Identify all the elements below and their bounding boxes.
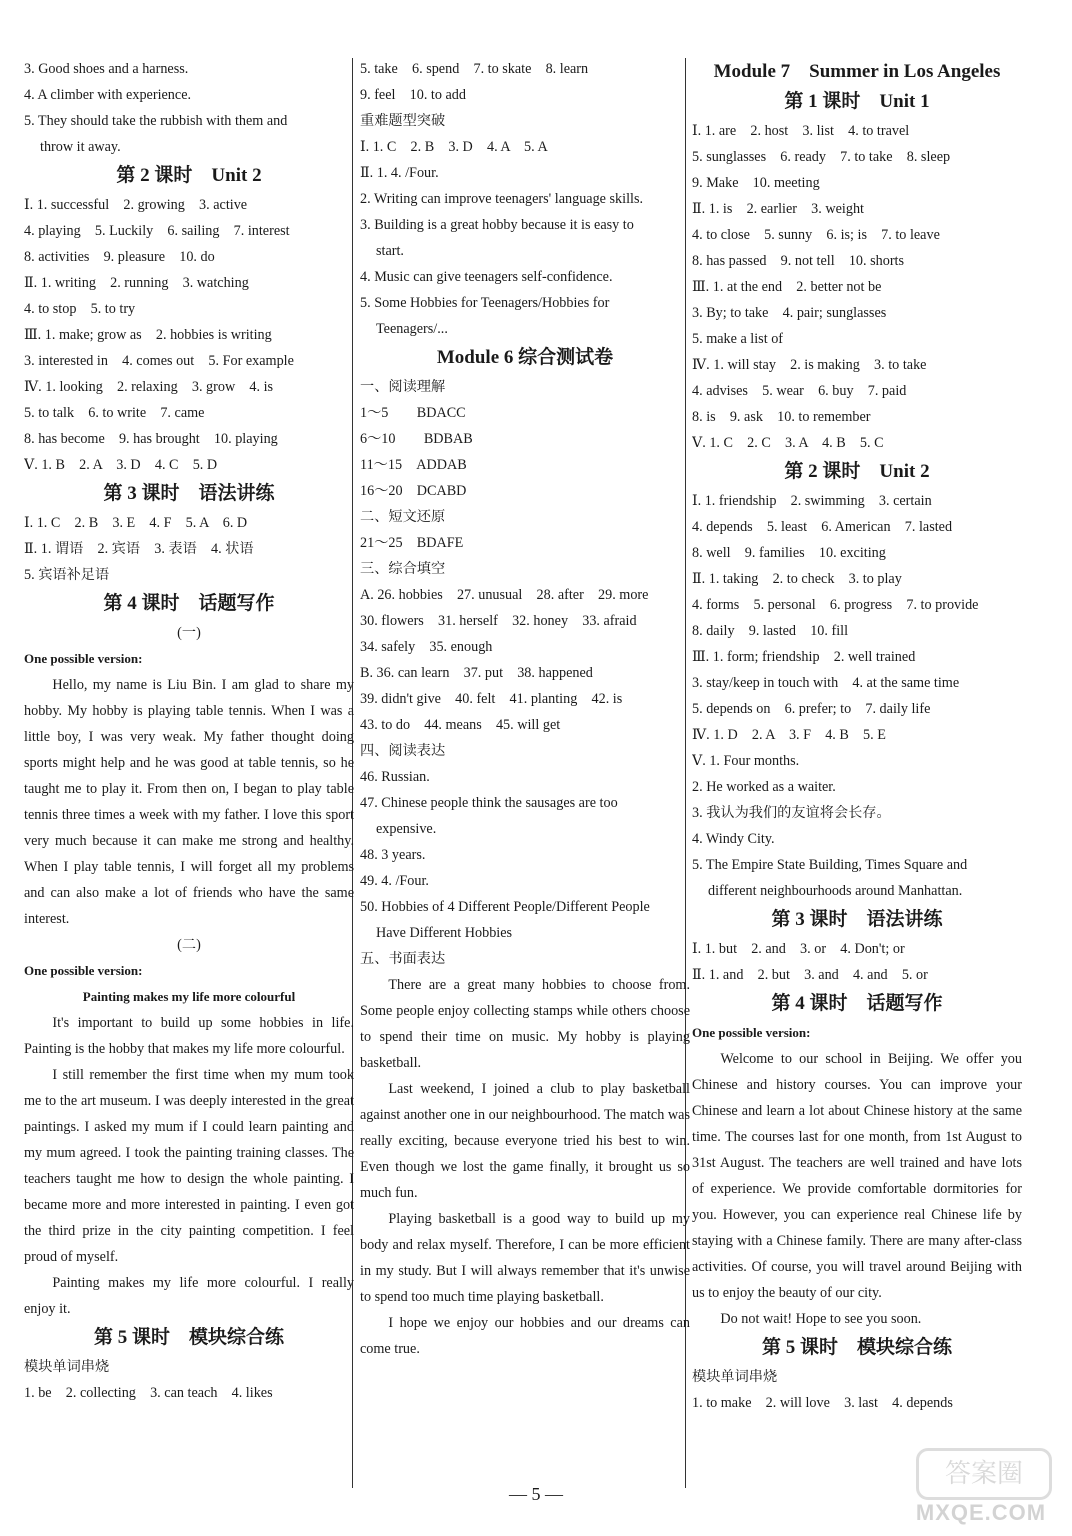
answer-line: 9. feel 10. to add bbox=[360, 87, 466, 103]
section-heading: 第 1 课时 Unit 1 bbox=[784, 91, 930, 112]
answer-line: Ⅲ. 1. at the end 2. better not be bbox=[692, 279, 882, 295]
answer-line: 4. Music can give teenagers self-confidence. bbox=[360, 269, 613, 285]
essay-paragraph: Playing basketball is a good way to build up my body and relax myself. Therefore, I can be more efficient in my study. But I will always remember that it's unwise to spend too much time playing basketball. bbox=[360, 1211, 690, 1305]
answer-line: Ⅳ. 1. D 2. A 3. F 4. B 5. E bbox=[692, 727, 886, 743]
answer-line: 5. take 6. spend 7. to skate 8. learn bbox=[360, 61, 589, 77]
answer-line: 5. Some Hobbies for Teenagers/Hobbies for bbox=[360, 295, 610, 311]
answer-line: B. 36. can learn 37. put 38. happened bbox=[360, 665, 593, 681]
answer-line: 5. They should take the rubbish with them and bbox=[24, 113, 288, 129]
answer-line: 11～15 ADDAB bbox=[360, 457, 467, 473]
answer-line: 5. The Empire State Building, Times Square and bbox=[692, 857, 968, 873]
answer-line: Ⅲ. 1. form; friendship 2. well trained bbox=[692, 649, 916, 665]
answer-line: 3. By; to take 4. pair; sunglasses bbox=[692, 305, 887, 321]
answer-line: 5. depends on 6. prefer; to 7. daily life bbox=[692, 701, 931, 717]
answer-line: Ⅰ. 1. friendship 2. swimming 3. certain bbox=[692, 493, 932, 509]
answer-line: 8. daily 9. lasted 10. fill bbox=[692, 623, 849, 639]
answer-line: 16～20 DCABD bbox=[360, 483, 467, 499]
answer-line: 二、短文还原 bbox=[360, 509, 446, 525]
answer-line: 2. Writing can improve teenagers' language skills. bbox=[360, 191, 644, 207]
answer-line: 48. 3 years. bbox=[360, 847, 426, 863]
answer-line: Ⅰ. 1. but 2. and 3. or 4. Don't; or bbox=[692, 941, 905, 957]
answer-line: 47. Chinese people think the sausages are too bbox=[360, 795, 618, 811]
answer-line: Ⅳ. 1. looking 2. relaxing 3. grow 4. is bbox=[24, 379, 274, 395]
answer-line: 3. Building is a great hobby because it is easy to bbox=[360, 217, 634, 233]
answer-line: 模块单词串烧 bbox=[692, 1369, 778, 1385]
answer-line: 34. safely 35. enough bbox=[360, 639, 493, 655]
answer-line: Ⅱ. 1. and 2. but 3. and 4. and 5. or bbox=[692, 967, 928, 983]
answer-line: 模块单词串烧 bbox=[24, 1359, 110, 1375]
answer-line: Ⅱ. 1. 4. /Four. bbox=[360, 165, 439, 181]
answer-line: 6～10 BDBAB bbox=[360, 431, 473, 447]
answer-line: Painting makes my life more colourful bbox=[82, 989, 296, 1004]
essay-paragraph: It's important to build up some hobbies in life. Painting is the hobby that makes my life more colourful. bbox=[24, 1015, 354, 1057]
essay-paragraph: Hello, my name is Liu Bin. I am glad to share my hobby. My hobby is playing table tennis. When I was a little boy, I was very weak. My father thought doing sports might help and he was good at table tennis, so he taught me to play it. From then on, I began to play table tennis three times a week with my father. I love this sport very much because it can make me strong and healthy. When I play table tennis, I will forget all my problems and can also make a lot of friends who have the same interest. bbox=[24, 677, 354, 927]
answer-line: Ⅳ. 1. will stay 2. is making 3. to take bbox=[692, 357, 927, 373]
essay-paragraph: I still remember the first time when my mum took me to the art museum. I was deeply interested in the great paintings. I asked my mum if I could learn painting and my mum agreed. I took the painting training classes. The teachers taught me how to design the whole painting. I became more and more interested in painting. I even got the third prize in the city painting competition. I feel proud of myself. bbox=[24, 1067, 354, 1265]
answer-line: 5. to talk 6. to write 7. came bbox=[24, 405, 205, 421]
answer-line: Ⅲ. 1. make; grow as 2. hobbies is writing bbox=[24, 327, 272, 343]
answer-line: 3. interested in 4. comes out 5. For example bbox=[24, 353, 294, 369]
answer-line: 4. to stop 5. to try bbox=[24, 301, 136, 317]
essay-paragraph: Painting makes my life more colourful. I really enjoy it. bbox=[24, 1275, 354, 1317]
answer-line: different neighbourhoods around Manhattan. bbox=[708, 883, 963, 899]
section-heading: 第 2 课时 Unit 2 bbox=[784, 461, 930, 482]
column-middle bbox=[360, 56, 690, 1362]
answer-line: 1. to make 2. will love 3. last 4. depends bbox=[692, 1395, 953, 1411]
answer-line: 4. forms 5. personal 6. progress 7. to provide bbox=[692, 597, 979, 613]
answer-line: Ⅰ. 1. successful 2. growing 3. active bbox=[24, 197, 248, 213]
answer-line: 8. has become 9. has brought 10. playing bbox=[24, 431, 278, 447]
answer-line: 3. stay/keep in touch with 4. at the same time bbox=[692, 675, 960, 691]
answer-line: 四、阅读表达 bbox=[360, 743, 446, 759]
answer-line: One possible version: bbox=[692, 1025, 811, 1040]
answer-line: 4. advises 5. wear 6. buy 7. paid bbox=[692, 383, 907, 399]
answer-line: 5. 宾语补足语 bbox=[24, 567, 110, 583]
essay-paragraph: Welcome to our school in Beijing. We offer you Chinese and history courses. You can improve your Chinese and learn a lot about Chinese history at the same time. The courses last for one month, from 1st August to 31st August. The teachers are well trained and have lots of experience. We provide comfortable dormitories for you. However, you can experience real Chinese life by staying with a Chinese family. There are many after-class activities. Of course, you will travel around Beijing with us to enjoy the beauty of our city. bbox=[692, 1051, 1022, 1301]
column-left bbox=[24, 56, 354, 1406]
answer-line: Ⅴ. 1. Four months. bbox=[692, 753, 800, 769]
essay-paragraph: Last weekend, I joined a club to play basketball against another one in our neighbourhood. The match was really exciting, because everyone tried his best to win. Even though we lost the game finally, it brought us so much fun. bbox=[360, 1081, 690, 1201]
answer-line: (二) bbox=[177, 937, 201, 953]
watermark-logo: 答案圈 bbox=[916, 1448, 1052, 1500]
section-heading: 第 3 课时 语法讲练 bbox=[103, 483, 275, 504]
section-heading: 第 5 课时 模块综合练 bbox=[93, 1327, 284, 1348]
answer-line: 4. depends 5. least 6. American 7. lasted bbox=[692, 519, 953, 535]
essay-paragraph: There are a great many hobbies to choose from. Some people enjoy collecting stamps while others choose to spend their time on music. My hobby is playing basketball. bbox=[360, 977, 690, 1071]
answer-line: 五、书面表达 bbox=[360, 951, 446, 967]
answer-line: 8. activities 9. pleasure 10. do bbox=[24, 249, 215, 265]
essay-paragraph: I hope we enjoy our hobbies and our dreams can come true. bbox=[360, 1315, 690, 1357]
answer-line: A. 26. hobbies 27. unusual 28. after 29. more bbox=[360, 587, 649, 603]
answer-line: throw it away. bbox=[40, 139, 121, 155]
section-heading: Module 6 综合测试卷 bbox=[436, 347, 614, 368]
answer-line: 8. is 9. ask 10. to remember bbox=[692, 409, 871, 425]
answer-line: Ⅰ. 1. C 2. B 3. E 4. F 5. A 6. D bbox=[24, 515, 248, 531]
answer-line: 3. 我认为我们的友谊将会长存。 bbox=[692, 805, 891, 821]
answer-line: Ⅴ. 1. C 2. C 3. A 4. B 5. C bbox=[692, 435, 884, 451]
answer-line: 三、综合填空 bbox=[360, 561, 446, 577]
answer-line: Ⅰ. 1. are 2. host 3. list 4. to travel bbox=[692, 123, 910, 139]
answer-line: 2. He worked as a waiter. bbox=[692, 779, 836, 795]
answer-line: 50. Hobbies of 4 Different People/Different People bbox=[360, 899, 650, 915]
page-number: — 5 — bbox=[509, 1484, 563, 1504]
section-heading: Module 7 Summer in Los Angeles bbox=[713, 61, 1001, 82]
answer-line: 46. Russian. bbox=[360, 769, 430, 785]
answer-line: 8. well 9. families 10. exciting bbox=[692, 545, 886, 561]
answer-line: 39. didn't give 40. felt 41. planting 42. is bbox=[360, 691, 623, 707]
answer-line: expensive. bbox=[376, 821, 437, 837]
section-heading: 第 4 课时 话题写作 bbox=[771, 993, 943, 1014]
answer-line: 1. be 2. collecting 3. can teach 4. likes bbox=[24, 1385, 273, 1401]
essay-paragraph: Do not wait! Hope to see you soon. bbox=[720, 1311, 922, 1327]
answer-line: 8. has passed 9. not tell 10. shorts bbox=[692, 253, 905, 269]
answer-line: Ⅱ. 1. 谓语 2. 宾语 3. 表语 4. 状语 bbox=[24, 541, 254, 557]
answer-line: start. bbox=[376, 243, 404, 259]
answer-line: 4. A climber with experience. bbox=[24, 87, 192, 103]
answer-line: 一、阅读理解 bbox=[360, 379, 446, 395]
watermark-text: MXQE.COM bbox=[915, 1500, 1047, 1525]
column-right bbox=[692, 56, 1022, 1416]
answer-line: Ⅱ. 1. writing 2. running 3. watching bbox=[24, 275, 249, 291]
answer-line: Ⅱ. 1. taking 2. to check 3. to play bbox=[692, 571, 902, 587]
answer-line: 重难题型突破 bbox=[360, 113, 446, 129]
answer-line: Ⅰ. 1. C 2. B 3. D 4. A 5. A bbox=[360, 139, 548, 155]
answer-line: 9. Make 10. meeting bbox=[692, 175, 820, 191]
answer-line: 30. flowers 31. herself 32. honey 33. afraid bbox=[360, 613, 637, 629]
answer-line: Ⅴ. 1. B 2. A 3. D 4. C 5. D bbox=[24, 457, 218, 473]
watermark bbox=[906, 1448, 1056, 1532]
answer-line: 3. Good shoes and a harness. bbox=[24, 61, 189, 77]
answer-line: 5. make a list of bbox=[692, 331, 784, 347]
answer-line: Teenagers/... bbox=[376, 321, 448, 337]
section-heading: 第 5 课时 模块综合练 bbox=[761, 1337, 952, 1358]
answer-line: 4. playing 5. Luckily 6. sailing 7. interest bbox=[24, 223, 290, 239]
answer-line: (一) bbox=[177, 625, 201, 641]
answer-line: One possible version: bbox=[24, 963, 143, 978]
answer-line: One possible version: bbox=[24, 651, 143, 666]
answer-line: 43. to do 44. means 45. will get bbox=[360, 717, 561, 733]
answer-line: 5. sunglasses 6. ready 7. to take 8. sleep bbox=[692, 149, 951, 165]
answer-line: Have Different Hobbies bbox=[376, 925, 513, 941]
answer-line: Ⅱ. 1. is 2. earlier 3. weight bbox=[692, 201, 864, 217]
answer-line: 21～25 BDAFE bbox=[360, 535, 464, 551]
section-heading: 第 4 课时 话题写作 bbox=[103, 593, 275, 614]
answer-line: 4. Windy City. bbox=[692, 831, 775, 847]
section-heading: 第 3 课时 语法讲练 bbox=[771, 909, 943, 930]
answer-line: 4. to close 5. sunny 6. is; is 7. to leave bbox=[692, 227, 940, 243]
answer-line: 1～5 BDACC bbox=[360, 405, 466, 421]
answer-line: 49. 4. /Four. bbox=[360, 873, 429, 889]
section-heading: 第 2 课时 Unit 2 bbox=[116, 165, 262, 186]
